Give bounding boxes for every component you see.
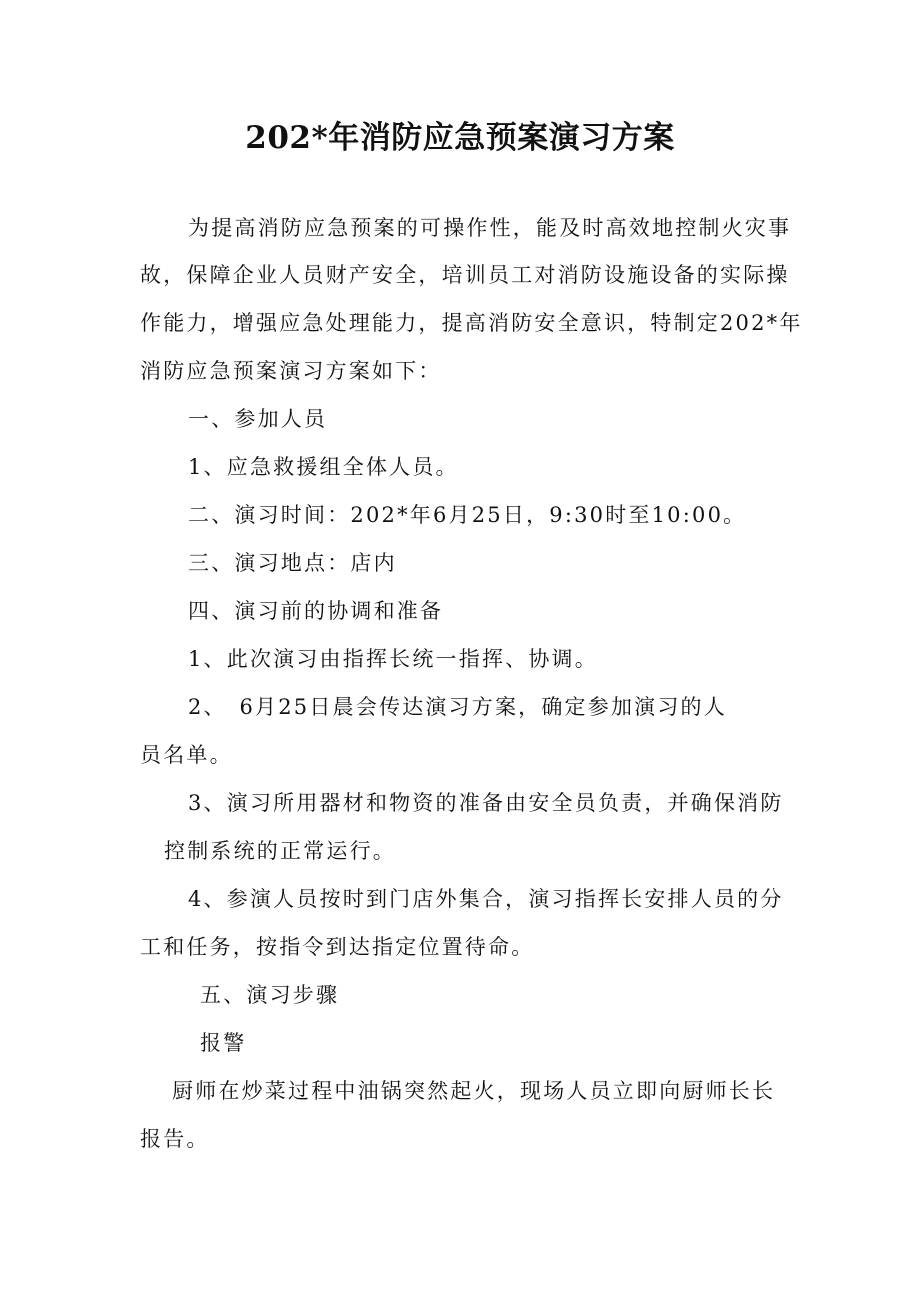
document-title: 202*年消防应急预案演习方案 — [245, 120, 675, 156]
section-heading-participants: 一、参加人员 — [188, 407, 328, 431]
paragraph-line-3: 作能力，增强应急处理能力，提高消防安全意识，特制定202*年 — [140, 311, 803, 335]
list-item-continuation: 员名单。 — [140, 743, 233, 767]
list-item: 1、应急救援组全体人员。 — [188, 455, 459, 479]
list-item: 1、此次演习由指挥长统一指挥、协调。 — [188, 647, 598, 671]
list-item-continuation: 控制系统的正常运行。 — [164, 839, 396, 863]
section-heading-preparation: 四、演习前的协调和准备 — [188, 599, 444, 623]
paragraph-line-2: 故，保障企业人员财产安全，培训员工对消防设施设备的实际操 — [140, 263, 790, 287]
sub-heading-alarm: 报警 — [200, 1031, 247, 1055]
list-item: 2、 6月25日晨会传达演习方案，确定参加演习的人 — [188, 695, 727, 719]
section-heading-location: 三、演习地点：店内 — [188, 551, 397, 575]
paragraph-line-4: 消防应急预案演习方案如下： — [140, 359, 442, 383]
paragraph-line-1: 为提高消防应急预案的可操作性，能及时高效地控制火灾事 — [188, 216, 792, 240]
section-heading-steps: 五、演习步骤 — [200, 983, 340, 1007]
paragraph-line: 厨师在炒菜过程中油锅突然起火，现场人员立即向厨师长长 — [172, 1079, 776, 1103]
section-heading-time: 二、演习时间：202*年6月25日，9:30时至10:00。 — [188, 503, 747, 527]
list-item-continuation: 工和任务，按指令到达指定位置待命。 — [140, 935, 535, 959]
paragraph-line: 报告。 — [140, 1127, 210, 1151]
list-item: 4、参演人员按时到门店外集合，演习指挥长安排人员的分 — [188, 887, 784, 911]
list-item: 3、演习所用器材和物资的准备由安全员负责，并确保消防 — [188, 791, 784, 815]
